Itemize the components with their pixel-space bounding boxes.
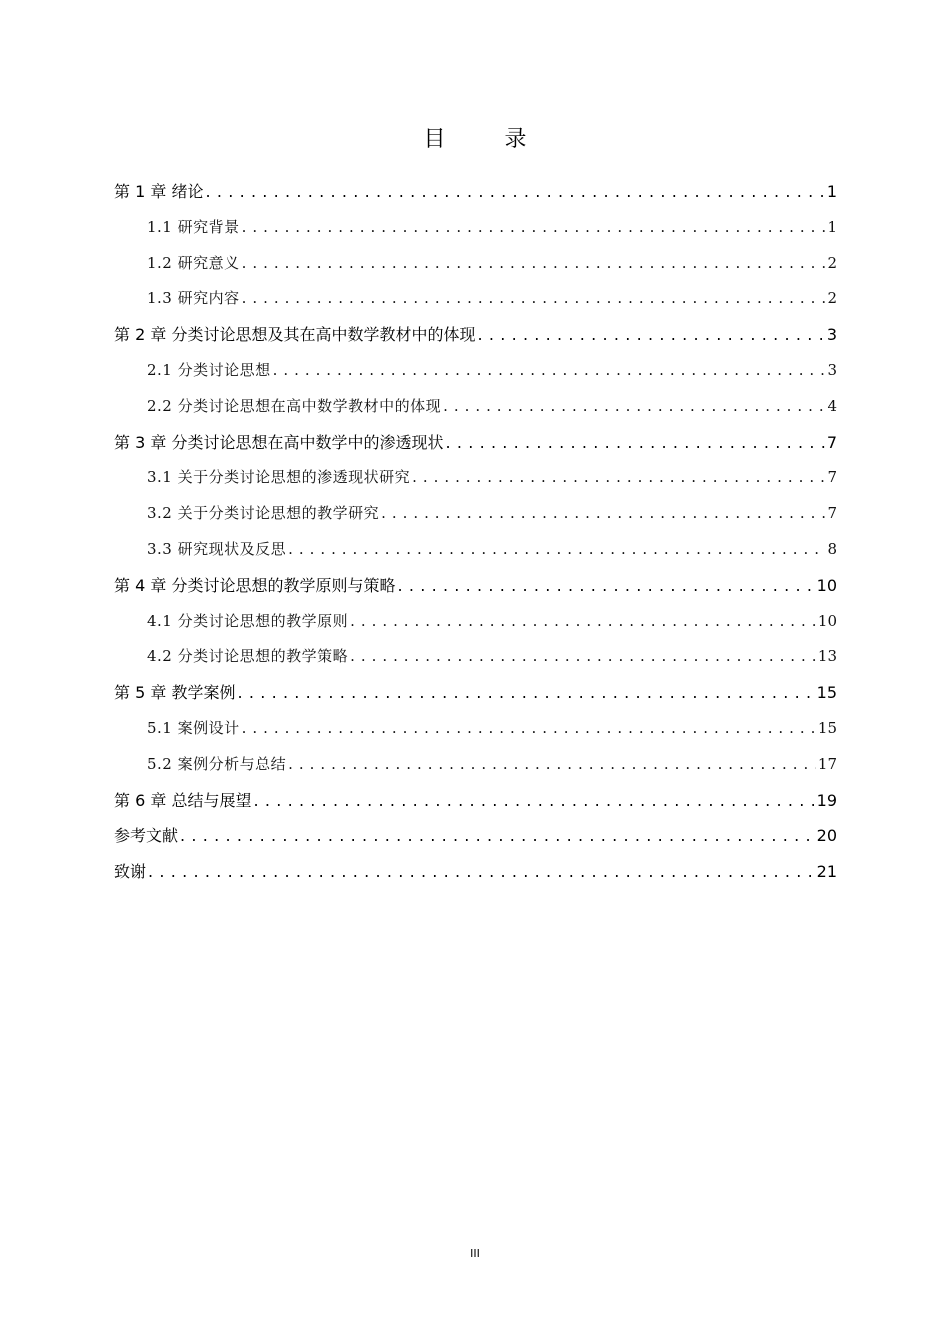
toc-entry-label: 第 4 章 分类讨论思想的教学原则与策略 — [114, 575, 396, 595]
toc-entry-page: 19 — [816, 790, 837, 810]
toc-entry-page: 20 — [816, 826, 837, 846]
toc-entry-label: 第 5 章 教学案例 — [114, 683, 236, 703]
toc-entry-label: 4.2 分类讨论思想的教学策略 — [147, 647, 349, 666]
toc-entry[interactable] — [114, 317, 837, 353]
toc-entry-label: 3.1 关于分类讨论思想的渗透现状研究 — [147, 468, 411, 487]
toc-dot-leader — [445, 425, 824, 461]
toc-entry[interactable] — [114, 174, 837, 210]
toc-entry[interactable] — [114, 281, 837, 317]
toc-entry-label: 2.1 分类讨论思想 — [147, 360, 271, 379]
toc-entry-page: 2 — [827, 289, 837, 308]
toc-dot-leader — [350, 604, 816, 640]
toc-entry-page: 7 — [826, 432, 837, 452]
toc-entry[interactable] — [114, 532, 837, 568]
toc-entry[interactable] — [114, 818, 837, 854]
toc-entry-label: 第 3 章 分类讨论思想在高中数学中的渗透现状 — [114, 432, 444, 452]
toc-entry-page: 7 — [827, 504, 837, 523]
toc-entry-page: 3 — [826, 325, 837, 345]
toc-entry-page: 7 — [827, 468, 837, 487]
toc-entry-label: 3.3 研究现状及反思 — [147, 539, 287, 558]
toc-dot-leader — [242, 281, 826, 317]
toc-entry-page: 15 — [816, 683, 837, 703]
toc-entry[interactable] — [114, 675, 837, 711]
toc-dot-leader — [242, 246, 826, 282]
toc-entry[interactable] — [114, 246, 837, 282]
toc-entry-page: 8 — [827, 539, 837, 558]
toc-entry[interactable] — [114, 604, 837, 640]
toc-entry[interactable] — [114, 639, 837, 675]
toc-dot-leader — [205, 174, 824, 210]
toc-entry-page: 4 — [827, 396, 837, 415]
toc-entry-label: 3.2 关于分类讨论思想的教学研究 — [147, 504, 380, 523]
toc-entry[interactable] — [114, 854, 837, 890]
toc-entry-label: 4.1 分类讨论思想的教学原则 — [147, 611, 349, 630]
toc-dot-leader — [288, 532, 825, 568]
toc-entry[interactable] — [114, 747, 837, 783]
toc-entry-page: 15 — [817, 718, 837, 737]
toc-entry-label: 参考文献 — [114, 826, 179, 846]
toc-entry[interactable] — [114, 460, 837, 496]
toc-entry-label: 1.1 研究背景 — [147, 217, 240, 236]
toc-entry-page: 21 — [816, 862, 837, 882]
toc-entry-label: 第 2 章 分类讨论思想及其在高中数学教材中的体现 — [114, 325, 476, 345]
toc-entry-page: 10 — [817, 611, 837, 630]
table-of-contents — [114, 174, 837, 890]
page-title: 目 录 — [423, 127, 553, 152]
toc-entry-label: 1.3 研究内容 — [147, 289, 240, 308]
toc-dot-leader — [148, 854, 815, 890]
toc-entry[interactable] — [114, 711, 837, 747]
toc-entry[interactable] — [114, 353, 837, 389]
toc-entry-label: 第 6 章 总结与展望 — [114, 790, 252, 810]
toc-dot-leader — [443, 389, 825, 425]
toc-entry-page: 13 — [817, 647, 837, 666]
toc-entry-page: 3 — [827, 360, 837, 379]
toc-dot-leader — [242, 210, 826, 246]
toc-entry-page: 1 — [827, 217, 837, 236]
toc-dot-leader — [412, 460, 825, 496]
toc-dot-leader — [180, 818, 815, 854]
toc-entry[interactable] — [114, 496, 837, 532]
toc-entry-label: 2.2 分类讨论思想在高中数学教材中的体现 — [147, 396, 442, 415]
toc-entry[interactable] — [114, 425, 837, 461]
toc-entry-page: 2 — [827, 253, 837, 272]
toc-entry-page: 17 — [817, 754, 837, 773]
toc-entry-label: 1.2 研究意义 — [147, 253, 240, 272]
toc-dot-leader — [477, 317, 824, 353]
toc-dot-leader — [237, 675, 814, 711]
page-number-footer: III — [470, 1247, 480, 1260]
toc-dot-leader — [381, 496, 825, 532]
toc-entry[interactable] — [114, 568, 837, 604]
toc-entry-label: 第 1 章 绪论 — [114, 182, 204, 201]
toc-dot-leader — [253, 783, 814, 819]
toc-entry-page: 10 — [816, 575, 837, 595]
toc-dot-leader — [397, 568, 814, 604]
toc-entry[interactable] — [114, 783, 837, 819]
toc-dot-leader — [273, 353, 826, 389]
toc-entry[interactable] — [114, 389, 837, 425]
toc-dot-leader — [350, 639, 816, 675]
toc-dot-leader — [242, 711, 816, 747]
toc-entry-label: 5.1 案例设计 — [147, 718, 240, 737]
toc-entry-label: 致谢 — [114, 862, 147, 882]
toc-dot-leader — [288, 747, 816, 783]
toc-entry-page: 1 — [826, 182, 837, 201]
toc-entry[interactable] — [114, 210, 837, 246]
toc-entry-label: 5.2 案例分析与总结 — [147, 754, 287, 773]
